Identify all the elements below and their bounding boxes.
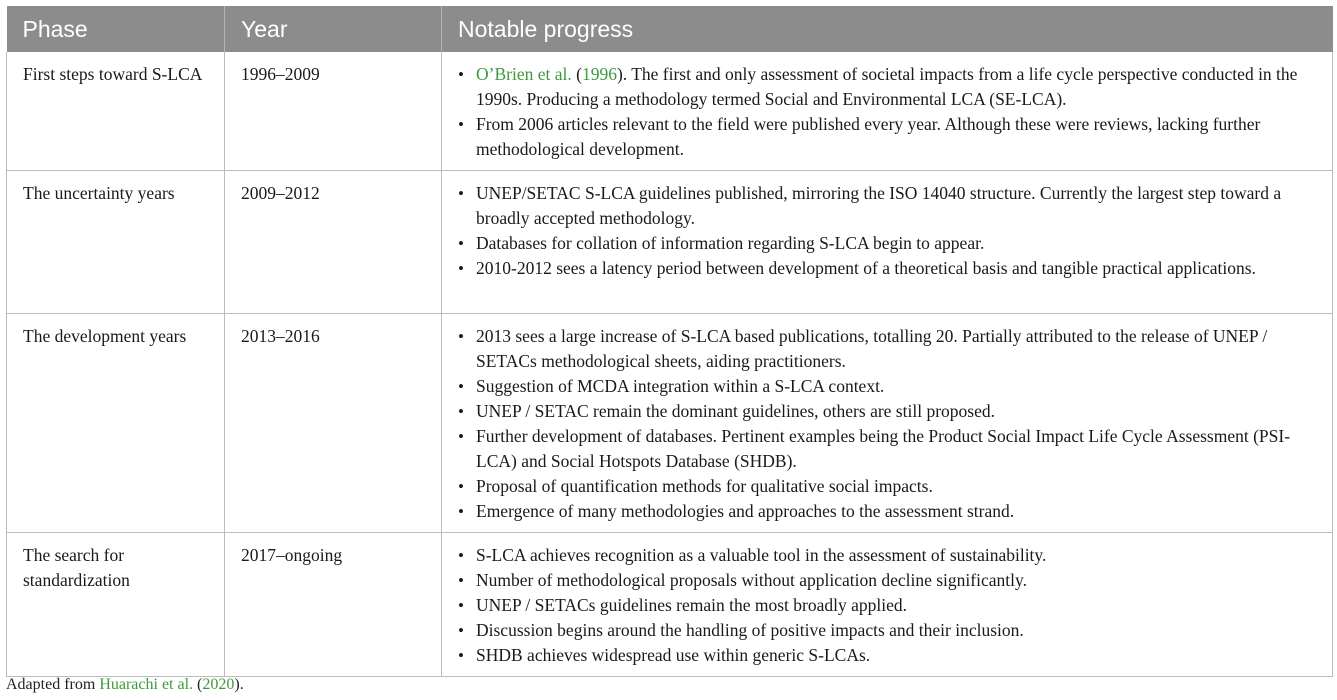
citation-link[interactable]: O’Brien et al. — [476, 64, 572, 84]
list-item: • Emergence of many methodologies and approaches to the assessment strand. — [456, 499, 1320, 524]
year-cell: 2013–2016 — [225, 314, 442, 533]
list-item: • Suggestion of MCDA integration within a S-LCA context. — [456, 374, 1320, 399]
header-phase: Phase — [7, 6, 225, 52]
progress-table — [6, 6, 1333, 677]
header-row — [7, 6, 1333, 52]
list-item: • S-LCA achieves recognition as a valuable tool in the assessment of sustainability. — [456, 543, 1320, 568]
header-progress: Notable progress — [442, 6, 1333, 52]
list-item: • Discussion begins around the handling of positive impacts and their inclusion. — [456, 618, 1320, 643]
progress-list — [456, 543, 1320, 668]
list-item: • Databases for collation of information regarding S-LCA begin to appear. — [456, 231, 1320, 256]
list-item: • UNEP/SETAC S-LCA guidelines published, mirroring the ISO 14040 structure. Currently the largest step toward a broadly accepted methodology. — [456, 181, 1320, 231]
list-item: • 2010-2012 sees a latency period between development of a theoretical basis and tangible practical applications. — [456, 256, 1320, 281]
table-row — [7, 533, 1333, 677]
list-item: • SHDB achieves widespread use within generic S-LCAs. — [456, 643, 1320, 668]
progress-list — [456, 324, 1320, 524]
progress-cell — [442, 533, 1333, 677]
phase-cell: The search for standardization — [7, 533, 225, 677]
year-cell: 2009–2012 — [225, 171, 442, 314]
footnote-citation-year-link[interactable]: 2020 — [202, 676, 235, 693]
table-body — [7, 52, 1333, 677]
header-year: Year — [225, 6, 442, 52]
progress-list — [456, 62, 1320, 162]
footnote-citation-link[interactable]: Huarachi et al. — [99, 676, 194, 693]
table-row — [7, 171, 1333, 314]
table-wrapper — [6, 6, 1332, 677]
list-item: • UNEP / SETACs guidelines remain the most broadly applied. — [456, 593, 1320, 618]
year-cell: 1996–2009 — [225, 52, 442, 171]
phase-cell: The uncertainty years — [7, 171, 225, 314]
phase-cell: The development years — [7, 314, 225, 533]
list-item: • O’Brien et al. (1996). The first and only assessment of societal impacts from a life cycle perspective conducted in the 1990s. Producing a methodology termed Social and Environmental LCA (SE-LCA). — [456, 62, 1320, 112]
list-item: • From 2006 articles relevant to the field were published every year. Although these were reviews, lacking further methodological development. — [456, 112, 1320, 162]
list-item: • Number of methodological proposals without application decline significantly. — [456, 568, 1320, 593]
table-row — [7, 52, 1333, 171]
list-item: • Further development of databases. Pertinent examples being the Product Social Impact Life Cycle Assessment (PSI-LCA) and Social Hotspots Database (SHDB). — [456, 424, 1320, 474]
list-item: • Proposal of quantification methods for qualitative social impacts. — [456, 474, 1320, 499]
progress-cell — [442, 52, 1333, 171]
table-footnote: Adapted from Huarachi et al. (2020). — [6, 676, 244, 693]
year-cell: 2017–ongoing — [225, 533, 442, 677]
phase-cell: First steps toward S-LCA — [7, 52, 225, 171]
progress-cell — [442, 171, 1333, 314]
table-row — [7, 314, 1333, 533]
table-header — [7, 6, 1333, 52]
citation-year-link[interactable]: 1996 — [581, 64, 617, 84]
list-item: • UNEP / SETAC remain the dominant guidelines, others are still proposed. — [456, 399, 1320, 424]
list-item: • 2013 sees a large increase of S-LCA based publications, totalling 20. Partially attributed to the release of UNEP / SETACs methodological sheets, aiding practitioners. — [456, 324, 1320, 374]
progress-cell — [442, 314, 1333, 533]
progress-list — [456, 181, 1320, 281]
